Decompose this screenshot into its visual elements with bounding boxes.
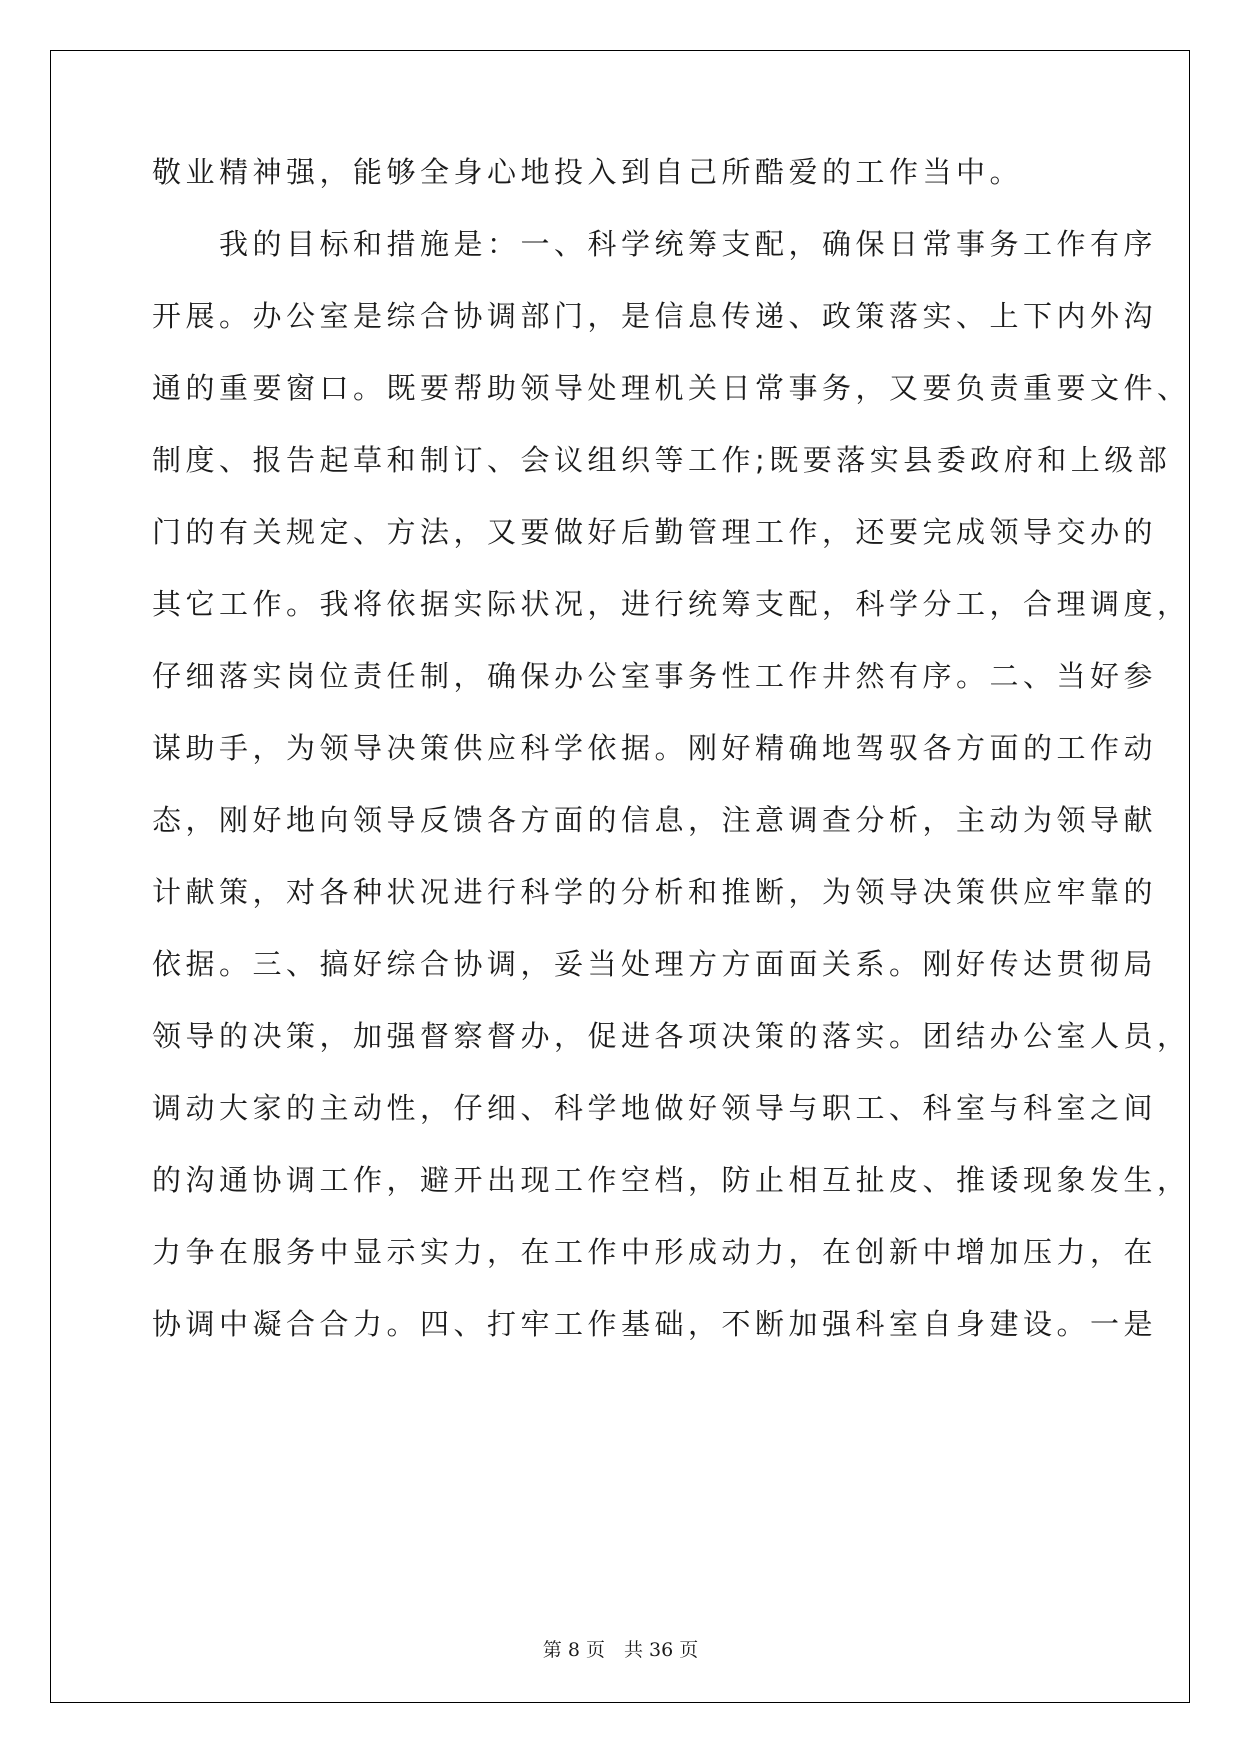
text-line: 通的重要窗口。既要帮助领导处理机关日常事务，又要负责重要文件、 [152,371,1191,405]
text-line: 调动大家的主动性，仔细、科学地做好领导与职工、科室与科室之间 [152,1091,1158,1125]
text-line: 其它工作。我将依据实际状况，进行统筹支配，科学分工，合理调度， [152,587,1191,621]
text-line: 谋助手，为领导决策供应科学依据。刚好精确地驾驭各方面的工作动 [152,731,1158,765]
text-line: 仔细落实岗位责任制，确保办公室事务性工作井然有序。二、当好参 [152,659,1158,693]
text-line: 依据。三、搞好综合协调，妥当处理方方面面关系。刚好传达贯彻局 [152,947,1158,981]
text-line: 协调中凝合合力。四、打牢工作基础，不断加强科室自身建设。一是 [152,1307,1158,1341]
text-line: 我的目标和措施是：一、科学统筹支配，确保日常事务工作有序 [152,227,1158,261]
page-number-footer: 第 8 页 共 36 页 [542,1639,699,1661]
text-line: 制度、报告起草和制订、会议组织等工作;既要落实县委政府和上级部 [152,443,1172,477]
text-line: 计献策，对各种状况进行科学的分析和推断，为领导决策供应牢靠的 [152,875,1158,909]
text-line: 门的有关规定、方法，又要做好后勤管理工作，还要完成领导交办的 [152,515,1158,549]
text-line: 态，刚好地向领导反馈各方面的信息，注意调查分析，主动为领导献 [152,803,1158,837]
text-line: 力争在服务中显示实力，在工作中形成动力，在创新中增加压力，在 [152,1235,1158,1269]
text-line: 的沟通协调工作，避开出现工作空档，防止相互扯皮、推诿现象发生， [152,1163,1191,1197]
text-line: 领导的决策，加强督察督办，促进各项决策的落实。团结办公室人员， [152,1019,1191,1053]
text-line: 开展。办公室是综合协调部门，是信息传递、政策落实、上下内外沟 [152,299,1158,333]
text-line: 敬业精神强，能够全身心地投入到自己所酷爱的工作当中。 [152,155,1024,189]
